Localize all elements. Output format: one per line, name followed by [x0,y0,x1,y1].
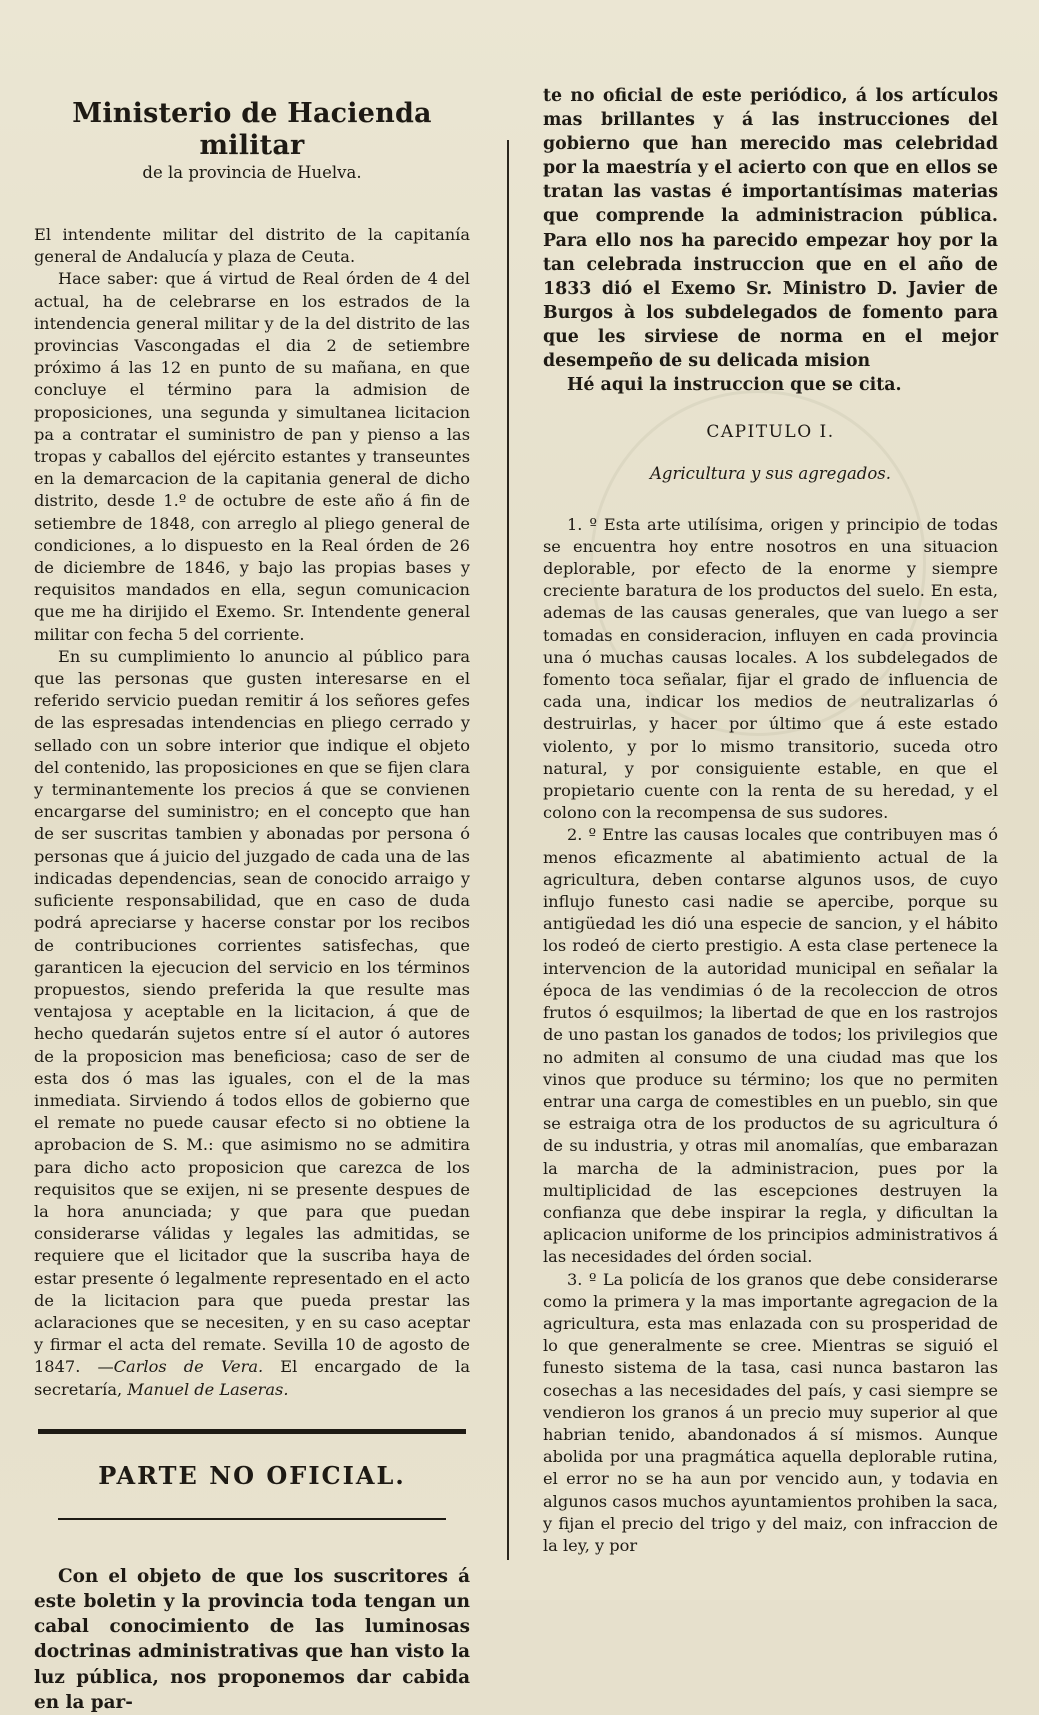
section-divider [38,1429,466,1434]
article-1: 1. º Esta arte utilísima, origen y principio de todas se encuentra hoy entre nosotros en una situacion deplorable, por efecto de la enorme y siempre creciente baratura de los productos del suelo. En esta, ademas de las causas generales, que van luego a ser tomadas en consideracion, influyen en cada provincia una ó muchas causas locales. A los subdelegados de fomento toca señalar, fijar el grado de influencia de cada una, indicar los medios de neutralizarlas ó destruirlas, y hacer por último que á este estado violento, y por lo mismo transitorio, suceda otro natural, y por consiguiente estable, en que el propietario cuente con la renta de su heredad, y el colono con la recompensa de sus sudores. [543,514,998,823]
section-heading: PARTE NO OFICIAL. [98,1460,406,1490]
signature-tail: El encargado de la secretaría, [34,1357,470,1399]
article-2: 2. º Entre las causas locales que contribuyen mas ó menos eficazmente al abatimiento actual de la agricultura, deben contarse algunos usos, de cuyo influjo funesto casi nadie se apercibe, porque su antigüedad les dió una especie de sancion, y el hábito los rodeó de cierto prestigio. A esta clase pertenece la intervencion de la autoridad municipal en señalar la época de las vendimias ó de la recoleccion de otros frutos ó esquilmos; la libertad de que en los rastrojos de uno pastan los ganados de todos; los privilegios que no admiten al consumo de una ciudad mas que los vinos que produce su término; los que no permiten entrar una carga de comestibles en un pueblo, sin que se estraiga otra de los productos de su agricultura ó de su industria, y otras mil anomalías, que embarazan la marcha de la administracion, pues por la multiplicidad de las escepciones destruyen la confianza que debe inspirar la regla, y dificultan la aplicacion uniforme de los principios administrativos á las necesidades del órden social. [543,825,998,1267]
signature-secretary: Manuel de Laseras. [127,1379,289,1399]
section-underline [58,1518,446,1520]
unofficial-intro: Con el objeto de que los suscritores á este boletin y la provincia toda tengan un cabal conocimiento de las luminosas doctrinas administrativas que han visto la luz pública, nos proponemos dar cabida en la par- [34,1565,470,1713]
signature-sep: — [80,1357,114,1377]
chapter-heading: CAPITULO I. [706,422,835,443]
page-subtitle: de la provincia de Huelva. [142,163,362,182]
right-column [543,84,998,1557]
notice-paragraph-2-text: En su cumplimiento lo anuncio al público para que las personas que gusten interesarse en el referido servicio puedan remitir á los señores gefes de las espresadas intendencias en pliego cerrado y sellado con un sobre interior que indique el objeto del contenido, las proposiciones en que se fijen clara y terminantemente los precios á que se convienen encargarse del suministro; en el concepto que han de ser suscritas tambien y abonadas por persona ó personas que á juicio del juzgado de cada una de las indicadas dependencias, sean de conocido arraigo y suficiente responsabilidad, que en caso de duda podrá apreciarse y hacerse constar por los recibos de contribuciones corrientes satisfechas, que garanticen la ejecucion del servicio en los términos propuestos, siendo preferida la que resulte mas ventajosa y aceptable en la licitacion, á que de hecho quedarán sujetos entre sí el autor ó autores de la proposicion mas beneficiosa; caso de ser de esta dos ó mas las iguales, con el de la mas inmediata. Sirviendo á todos ellos de gobierno que el remate no puede causar efecto si no obtiene la aprobacion de S. M.: que asimismo no se admitira para dicho acto proposicion que carezca de los requisitos que se exijen, ni se presente despues de la hora anunciada; y que para que puedan considerarse válidas y legales las admitidas, se requiere que el licitador que la suscriba haya de estar presente ó legalmente representado en el acto de la licitacion para que pueda prestar las aclaraciones que se necesiten, y en su caso aceptar y firmar el acta del remate. Sevilla 10 de agosto de 1847. [34,646,470,1377]
column-rule [507,140,509,1560]
notice-lead: El intendente militar del distrito de la capitanía general de Andalucía y plaza de Ceuta. [34,225,470,267]
notice-paragraph-1: Hace saber: que á virtud de Real órden de 4 del actual, ha de celebrarse en los estrados de la intendencia general militar y de la del distrito de las provincias Vascongadas el dia 2 de setiembre próximo á las 12 en punto de su mañana, en que concluye el término para la admision de proposiciones, una segunda y simultanea licitacion pa a contratar el suministro de pan y pienso a las tropas y caballos del ejército estantes y transeuntes en la demarcacion de la capitania general de dicho distrito, desde 1.º de octubre de este año á fin de setiembre de 1848, con arreglo al pliego general de condiciones, a lo dispuesto en la Real órden de 26 de diciembre de 1846, y bajo las propias bases y requisitos mandados en ella, segun comunicacion que me ha dirijido el Exemo. Sr. Intendente general militar con fecha 5 del corriente. [34,269,470,644]
page-title: Ministerio de Hacienda militar [72,98,432,161]
chapter-subtitle: Agricultura y sus agregados. [649,464,892,484]
instruction-cited: Hé aqui la instruccion que se cita. [567,375,902,396]
article-3: 3. º La policía de los granos que debe considerarse como la primera y la mas importante agregacion de la agricultura, esta mas enlazada con su prosperidad de lo que generalmente se cree. Mientras se siguió el funesto sistema de la tasa, casi nunca bastaron las cosechas a las necesidades del país, y casi siempre se vendieron los granos á un precio muy superior al que habrian tenido, abandonados á sí mismos. Aunque abolida por una pragmática aquella deplorable rutina, el error no se ha aun por vencido aun, y todavia en algunos casos muchos ayuntamientos prohiben la saca, y fijan el precio del trigo y del maiz, con infraccion de la ley, y por [543,1269,998,1555]
notice-paragraph-2 [34,646,470,1401]
left-column [34,84,470,1715]
unofficial-intro-continued: te no oficial de este periódico, á los artículos mas brillantes y á las instrucciones del gobierno que han merecido mas celebridad por la maestría y el acierto con que en ellos se tratan las vastas é importantísimas materias que comprende la administracion pública. Para ello nos ha parecido empezar hoy por la tan celebrada instruccion que en el año de 1833 dió el Exemo Sr. Ministro D. Javier de Burgos à los subdelegados de fomento para que les sirviese de norma en el mejor desempeño de su delicada mision [543,86,998,372]
signature-name: Carlos de Vera. [113,1357,264,1377]
